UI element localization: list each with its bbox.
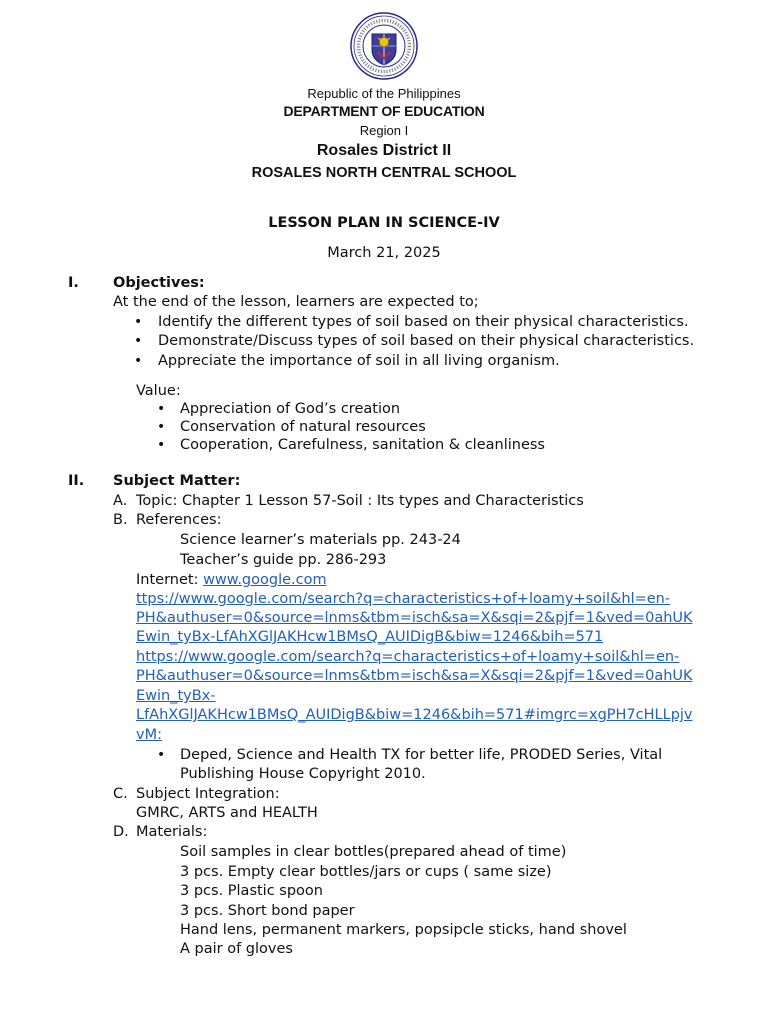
value-label: Value: <box>136 383 181 399</box>
header-republic: Republic of the Philippines <box>307 86 461 101</box>
book-reference-line: Publishing House Copyright 2010. <box>180 766 426 782</box>
section-numeral-subject-matter: II. <box>68 473 85 489</box>
bullet-icon: • <box>134 333 143 349</box>
value-item: Cooperation, Carefulness, sanitation & cleanliness <box>180 437 545 453</box>
internet-label: Internet: <box>136 572 204 588</box>
header-district: Rosales District II <box>316 142 452 159</box>
section-heading-objectives: Objectives: <box>113 275 205 291</box>
header-department: DEPARTMENT OF EDUCATION <box>283 103 485 119</box>
header-school: ROSALES NORTH CENTRAL SCHOOL <box>251 165 517 181</box>
reference-url-line[interactable]: https://www.google.com/search?q=characteristics+of+loamy+soil&hl=en- <box>136 649 680 665</box>
objectives-intro: At the end of the lesson, learners are expected to; <box>113 294 479 310</box>
value-item: Appreciation of God’s creation <box>180 401 401 417</box>
integration-label: Subject Integration: <box>136 786 280 802</box>
reference-url-line[interactable]: Ewin_tyBx-LfAhXGlJAKHcw1BMsQ_AUIDigB&biw=1246&bih=571 <box>136 629 604 645</box>
bullet-icon: • <box>134 353 143 369</box>
reference-url-line[interactable]: PH&authuser=0&source=lnms&tbm=isch&sa=X&sqi=2&pjf=1&ved=0ahUK <box>136 610 693 626</box>
material-item: Hand lens, permanent markers, popsipcle sticks, hand shovel <box>180 922 627 938</box>
objective-item: Demonstrate/Discuss types of soil based on their physical characteristics. <box>158 333 695 349</box>
section-numeral-objectives: I. <box>68 275 79 291</box>
reference-url-line[interactable]: LfAhXGlJAKHcw1BMsQ_AUIDigB&biw=1246&bih=571#imgrc=xgPH7cHLLpjv <box>136 707 693 723</box>
objective-item: Identify the different types of soil based on their physical characteristics. <box>158 314 689 330</box>
bullet-icon: • <box>157 747 166 763</box>
section-heading-subject-matter: Subject Matter: <box>113 473 241 489</box>
reference-url-line[interactable]: ttps://www.google.com/search?q=characteristics+of+loamy+soil&hl=en- <box>136 591 671 607</box>
reference-url-line[interactable]: vM: <box>136 727 162 743</box>
internet-line <box>136 571 327 590</box>
material-item: Soil samples in clear bottles(prepared ahead of time) <box>180 844 567 860</box>
list-letter-b: B. <box>113 512 128 528</box>
references-label: References: <box>136 512 222 528</box>
material-item: A pair of gloves <box>180 941 293 957</box>
materials-label: Materials: <box>136 824 208 840</box>
google-link[interactable]: www.google.com <box>203 572 327 588</box>
bullet-icon: • <box>157 401 166 417</box>
integration-value: GMRC, ARTS and HEALTH <box>136 805 318 821</box>
reference-url-line[interactable]: PH&authuser=0&source=lnms&tbm=isch&sa=X&sqi=2&pjf=1&ved=0ahUK <box>136 668 693 684</box>
material-item: 3 pcs. Plastic spoon <box>180 883 323 899</box>
list-letter-d: D. <box>113 824 129 840</box>
reference-url-line[interactable]: Ewin_tyBx- <box>136 688 216 704</box>
lesson-date: March 21, 2025 <box>327 245 441 261</box>
topic-line: Topic: Chapter 1 Lesson 57-Soil : Its types and Characteristics <box>136 493 584 509</box>
bullet-icon: • <box>134 314 143 330</box>
deped-seal-logo <box>350 12 418 80</box>
list-letter-a: A. <box>113 493 128 509</box>
bullet-icon: • <box>157 419 166 435</box>
list-letter-c: C. <box>113 786 128 802</box>
header-region: Region I <box>359 123 409 138</box>
reference-item: Science learner’s materials pp. 243-24 <box>180 532 461 548</box>
reference-item: Teacher’s guide pp. 286-293 <box>180 552 387 568</box>
page-title: LESSON PLAN IN SCIENCE-IV <box>268 215 500 231</box>
bullet-icon: • <box>157 437 166 453</box>
objective-item: Appreciate the importance of soil in all living organism. <box>158 353 560 369</box>
material-item: 3 pcs. Empty clear bottles/jars or cups ( same size) <box>180 864 552 880</box>
book-reference-line: Deped, Science and Health TX for better life, PRODED Series, Vital <box>180 747 663 763</box>
value-item: Conservation of natural resources <box>180 419 426 435</box>
material-item: 3 pcs. Short bond paper <box>180 903 355 919</box>
